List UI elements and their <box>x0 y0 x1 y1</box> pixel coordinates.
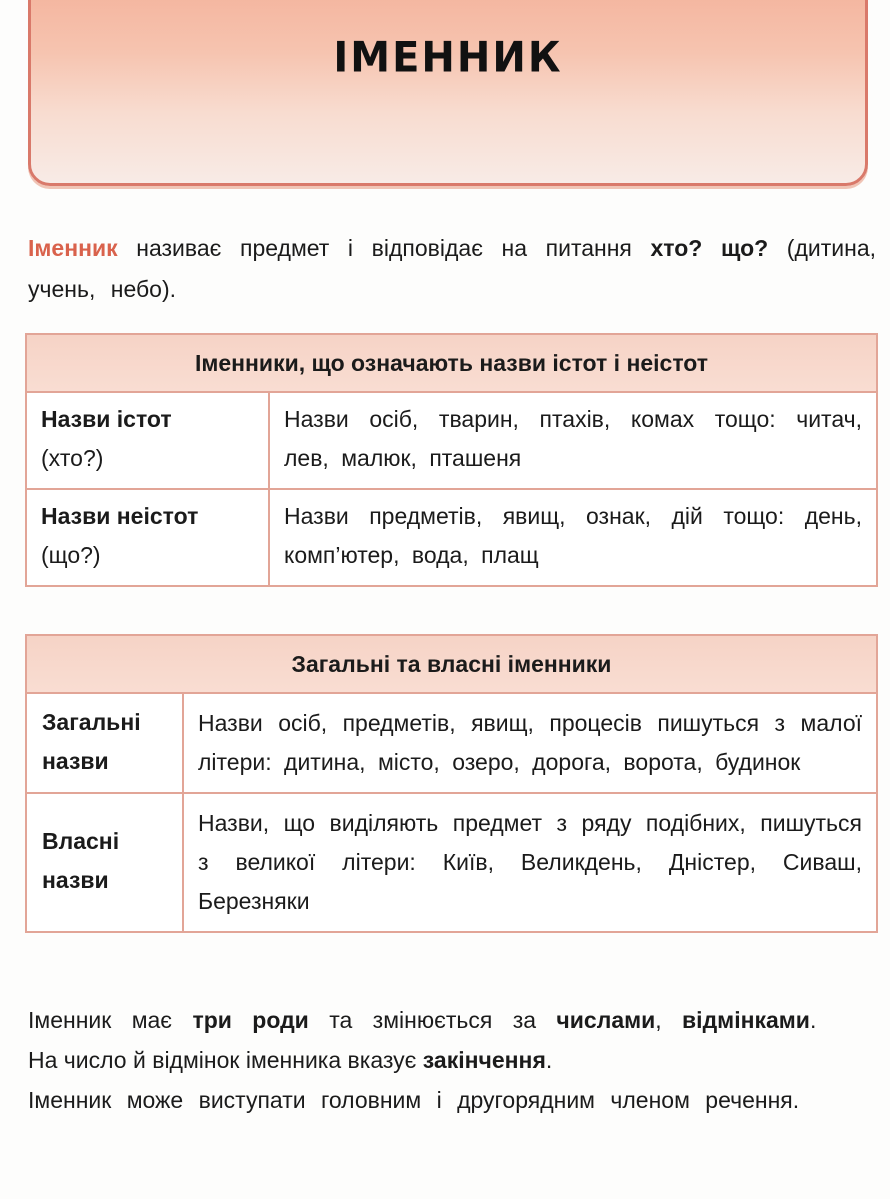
intro-text-1: називає предмет і відповідає на питання <box>117 235 651 261</box>
row-label <box>26 793 183 932</box>
page-title: ІМЕННИК <box>333 33 563 83</box>
outro-paragraph-3: Іменник може виступати головним і другорядним членом речення. <box>28 1087 800 1113</box>
label-text: Назви істот <box>41 406 172 432</box>
label-question: (хто?) <box>41 445 104 471</box>
intro-paragraph <box>28 228 876 310</box>
label-line-1: Загальні <box>42 708 141 735</box>
animate-inanimate-table <box>25 333 878 587</box>
table-row <box>26 392 877 489</box>
table-header: Іменники, що означають назви істот і неістот <box>26 334 877 392</box>
row-description: Назви осіб, предметів, явищ, процесів пишуться з малої літери: дитина, місто, озеро, дорога, ворота, будинок <box>183 693 877 793</box>
intro-text-2: (дитина, учень, небо). <box>28 235 876 302</box>
row-description: Назви предметів, явищ, ознак, дій тощо: день, комп’ютер, вода, плащ <box>269 489 877 586</box>
title-banner <box>28 0 868 186</box>
outro-text: Іменник має <box>28 1007 193 1033</box>
intro-question-what: що? <box>720 235 769 261</box>
outro-paragraph-1 <box>28 1000 878 1040</box>
outro-bold: відмінками <box>682 1007 810 1033</box>
outro-section <box>28 1000 878 1120</box>
label-text: Назви неістот <box>41 503 199 529</box>
outro-text: . <box>545 1047 553 1073</box>
label-question: (що?) <box>41 542 101 568</box>
label-line-2: назви <box>42 867 109 893</box>
row-description: Назви осіб, тварин, птахів, комах тощо: читач, лев, малюк, пташеня <box>269 392 877 489</box>
common-proper-table <box>25 634 878 933</box>
outro-text: та змінюється за <box>308 1007 557 1033</box>
table-row <box>26 793 877 932</box>
outro-bold: закінчення <box>422 1047 546 1073</box>
outro-text: На число й відмінок іменника вказує <box>28 1047 423 1073</box>
label-line-1: Власні <box>42 828 120 854</box>
outro-bold: числами <box>556 1007 656 1033</box>
outro-paragraph-2 <box>28 1040 878 1080</box>
outro-bold: три роди <box>192 1007 309 1033</box>
intro-term: Іменник <box>28 235 118 261</box>
row-label <box>26 693 183 793</box>
row-description: Назви, що виділяють предмет з ряду подібних, пишуться з великої літери: Київ, Великдень, Дністер, Сиваш, Березняки <box>183 793 877 932</box>
outro-text: . <box>809 1007 817 1033</box>
intro-question-who: хто? <box>650 235 703 261</box>
table-row <box>26 489 877 586</box>
label-line-2: назви <box>42 747 109 774</box>
outro-text: , <box>655 1007 683 1033</box>
row-label <box>26 392 269 489</box>
table-row <box>26 693 877 793</box>
table-header: Загальні та власні іменники <box>26 635 877 693</box>
row-label <box>26 489 269 586</box>
